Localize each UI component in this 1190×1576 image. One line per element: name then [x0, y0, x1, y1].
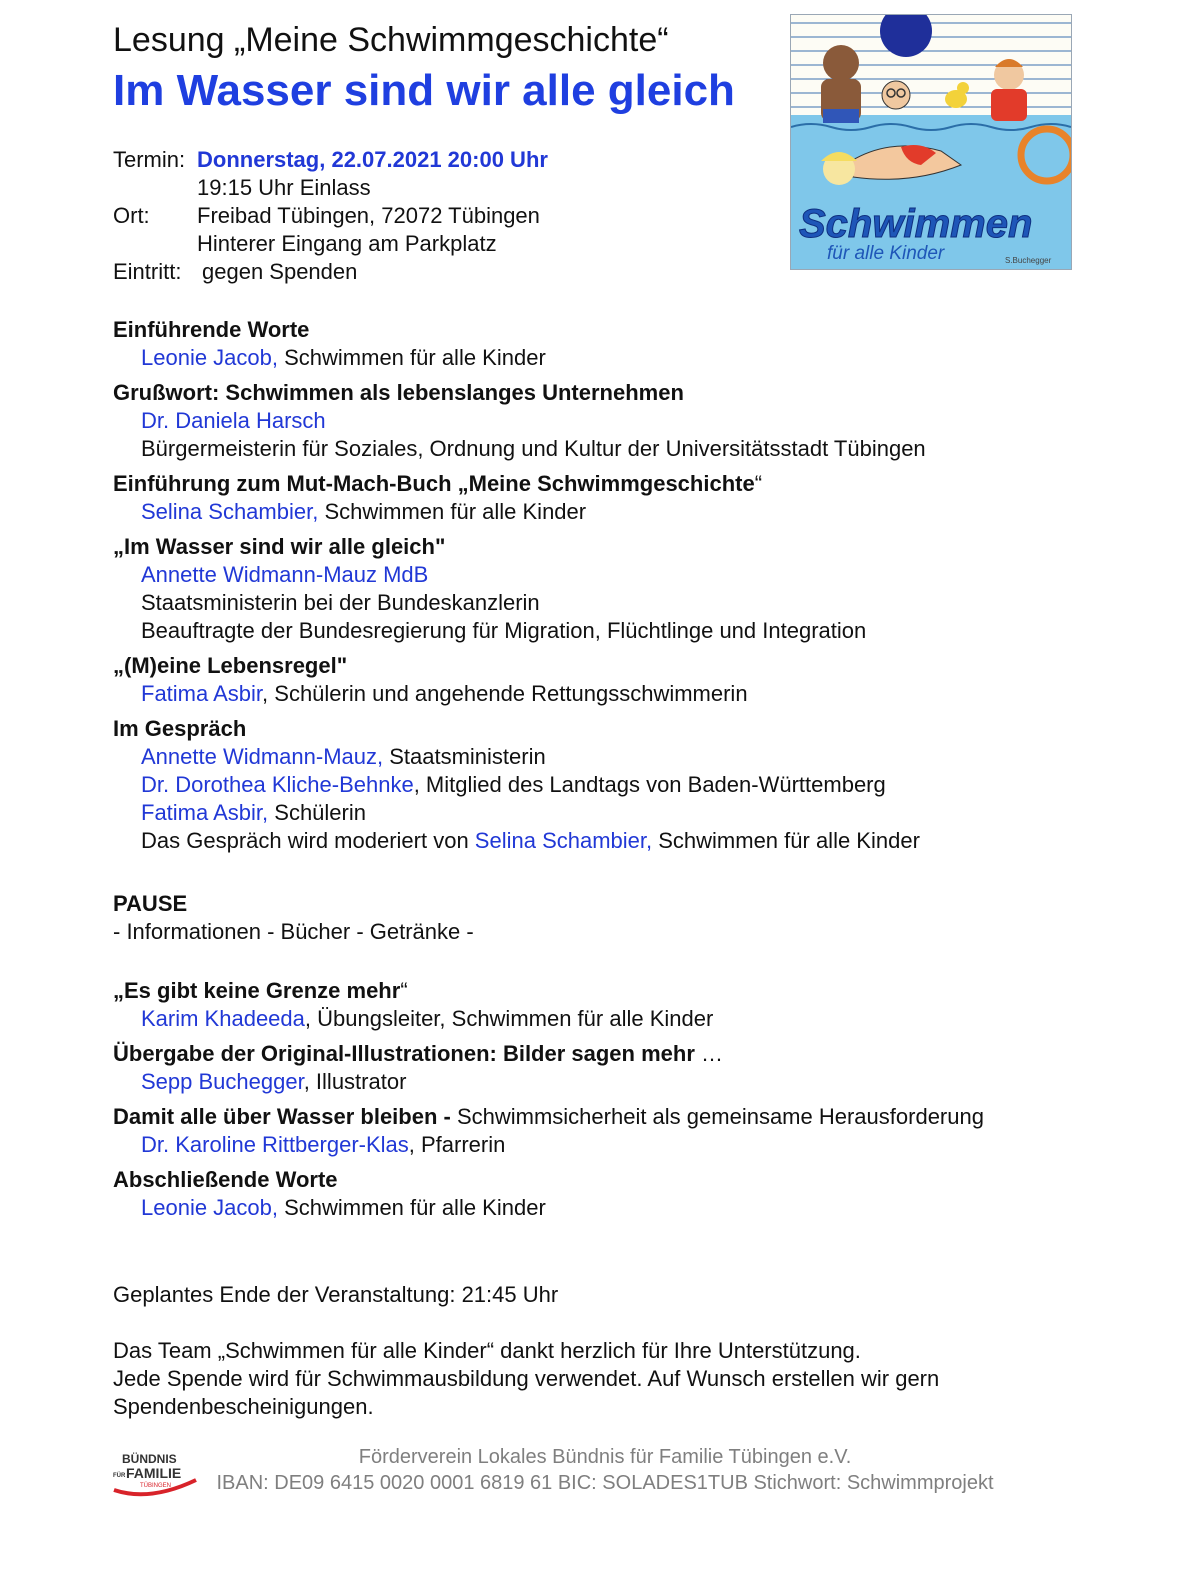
speaker-role: Schwimmen für alle Kinder — [278, 345, 546, 370]
speaker-name: Dr. Karoline Rittberger-Klas — [141, 1132, 409, 1157]
speaker-name: Dr. Daniela Harsch — [141, 408, 326, 433]
program-line — [113, 1194, 1113, 1222]
program-line — [113, 344, 1113, 372]
program-line — [113, 1005, 1113, 1033]
ort-value: Freibad Tübingen, 72072 Tübingen — [197, 203, 540, 228]
program-line — [113, 1068, 1113, 1096]
info-eintritt — [113, 258, 357, 286]
program-item — [113, 977, 1113, 1033]
speaker-name: Selina Schambier, — [141, 499, 319, 524]
info-termin — [113, 146, 548, 174]
program-line — [113, 680, 1113, 708]
thanks-line-1: Das Team „Schwimmen für alle Kinder“ dankt herzlich für Ihre Unterstützung. — [113, 1338, 861, 1363]
svg-text:TÜBINGEN: TÜBINGEN — [140, 1483, 172, 1489]
svg-text:BÜNDNIS: BÜNDNIS — [122, 1452, 177, 1466]
program-item — [113, 652, 1113, 708]
speaker-name: Leonie Jacob, — [141, 345, 278, 370]
speaker-name: Annette Widmann-Mauz MdB — [141, 562, 429, 587]
program-part-1 — [113, 316, 1113, 862]
program-line — [113, 743, 1113, 771]
program-item — [113, 533, 1113, 645]
program-heading: Einführung zum Mut-Mach-Buch „Meine Schwimmgeschichte“ — [113, 471, 763, 496]
program-line — [113, 407, 1113, 435]
speaker-name: Fatima Asbir — [141, 681, 263, 706]
speaker-role: , Übungsleiter, Schwimmen für alle Kinder — [304, 1006, 714, 1031]
speaker-role: Schwimmen für alle Kinder — [278, 1195, 546, 1220]
illustration-signature: S.Buchegger — [1005, 256, 1052, 265]
speaker-role: Schülerin — [268, 800, 366, 825]
program-part-2 — [113, 977, 1113, 1229]
speaker-role: , Pfarrerin — [408, 1132, 506, 1157]
buendnis-logo — [110, 1450, 202, 1498]
program-heading: Im Gespräch — [113, 716, 247, 741]
program-line — [113, 827, 1113, 855]
pause-text: - Informationen - Bücher - Getränke - — [113, 919, 474, 944]
illustration-logo-word: Schwimmen — [799, 202, 1033, 246]
program-heading: Übergabe der Original-Illustrationen: Bilder sagen mehr … — [113, 1041, 724, 1066]
program-item — [113, 470, 1113, 526]
program-heading: Einführende Worte — [113, 317, 310, 342]
speaker-name: Fatima Asbir, — [141, 800, 269, 825]
termin-value: Donnerstag, 22.07.2021 20:00 Uhr — [197, 147, 548, 172]
program-item — [113, 379, 1113, 463]
info-ort-detail: Hinterer Eingang am Parkplatz — [197, 231, 497, 256]
event-subtitle: Im Wasser sind wir alle gleich — [113, 66, 735, 115]
event-title: Lesung „Meine Schwimmgeschichte“ — [113, 21, 669, 59]
program-item — [113, 1166, 1113, 1222]
eintritt-value: gegen Spenden — [202, 259, 358, 284]
program-line: Beauftragte der Bundesregierung für Migration, Flüchtlinge und Integration — [141, 618, 867, 643]
speaker-name: Leonie Jacob, — [141, 1195, 278, 1220]
program-line — [113, 561, 1113, 589]
speaker-name: Selina Schambier, — [474, 828, 653, 853]
program-item — [113, 1040, 1113, 1096]
buendnis-logo-mark — [110, 1450, 202, 1498]
program-heading: „(M)eine Lebensregel" — [113, 653, 348, 678]
speaker-name: Sepp Buchegger — [141, 1069, 304, 1094]
thanks-line-2: Jede Spende wird für Schwimmausbildung verwendet. Auf Wunsch erstellen wir gern Spendenbescheinigungen. — [113, 1366, 940, 1419]
speaker-role: Schwimmen für alle Kinder — [652, 828, 920, 853]
program-line: Staatsministerin bei der Bundeskanzlerin — [141, 590, 540, 615]
program-line: Bürgermeisterin für Soziales, Ordnung und Kultur der Universitätsstadt Tübingen — [141, 436, 926, 461]
thanks-text — [113, 1337, 1073, 1421]
program-line — [113, 1131, 1113, 1159]
eintritt-label: Eintritt: — [113, 259, 182, 284]
program-heading: „Im Wasser sind wir alle gleich" — [113, 534, 446, 559]
pause-section — [113, 890, 474, 946]
illustration-logo-sub: für alle Kinder — [827, 243, 945, 264]
info-ort — [113, 202, 540, 230]
program-line — [113, 498, 1113, 526]
speaker-role: Staatsministerin — [383, 744, 546, 769]
svg-text:FAMILIE: FAMILIE — [126, 1465, 182, 1481]
footer-bank: IBAN: DE09 6415 0020 0001 6819 61 BIC: SOLADES1TUB Stichwort: Schwimmprojekt — [216, 1472, 994, 1494]
program-heading: Abschließende Worte — [113, 1167, 338, 1192]
program-item — [113, 715, 1113, 855]
pause-heading: PAUSE — [113, 891, 188, 916]
speaker-name: Annette Widmann-Mauz, — [141, 744, 384, 769]
program-line — [113, 799, 1113, 827]
program-heading: Damit alle über Wasser bleiben - Schwimmsicherheit als gemeinsame Herausforderung — [113, 1104, 984, 1129]
speaker-name: Karim Khadeeda — [141, 1006, 305, 1031]
speaker-name: Dr. Dorothea Kliche-Behnke — [141, 772, 414, 797]
speaker-role: , Schülerin und angehende Rettungsschwimmerin — [262, 681, 748, 706]
footer-org: Förderverein Lokales Bündnis für Familie Tübingen e.V. — [358, 1446, 852, 1468]
speaker-role: , Illustrator — [303, 1069, 407, 1094]
ort-label: Ort: — [113, 203, 150, 228]
illustration-drawing — [791, 15, 1071, 269]
program-line — [113, 771, 1113, 799]
program-item — [113, 316, 1113, 372]
program-heading: „Es gibt keine Grenze mehr“ — [113, 978, 408, 1003]
speaker-role: Schwimmen für alle Kinder — [318, 499, 587, 524]
schwimmen-illustration — [790, 14, 1072, 270]
info-einlass: 19:15 Uhr Einlass — [197, 175, 371, 200]
termin-label: Termin: — [113, 147, 186, 172]
speaker-role: , Mitglied des Landtags von Baden-Württemberg — [413, 772, 886, 797]
program-heading: Grußwort: Schwimmen als lebenslanges Unternehmen — [113, 380, 684, 405]
footer-bank-info — [205, 1444, 1005, 1496]
svg-text:FÜR: FÜR — [113, 1473, 126, 1479]
moderator-prefix: Das Gespräch wird moderiert von — [141, 828, 475, 853]
planned-end: Geplantes Ende der Veranstaltung: 21:45 Uhr — [113, 1282, 559, 1307]
program-item — [113, 1103, 1113, 1159]
